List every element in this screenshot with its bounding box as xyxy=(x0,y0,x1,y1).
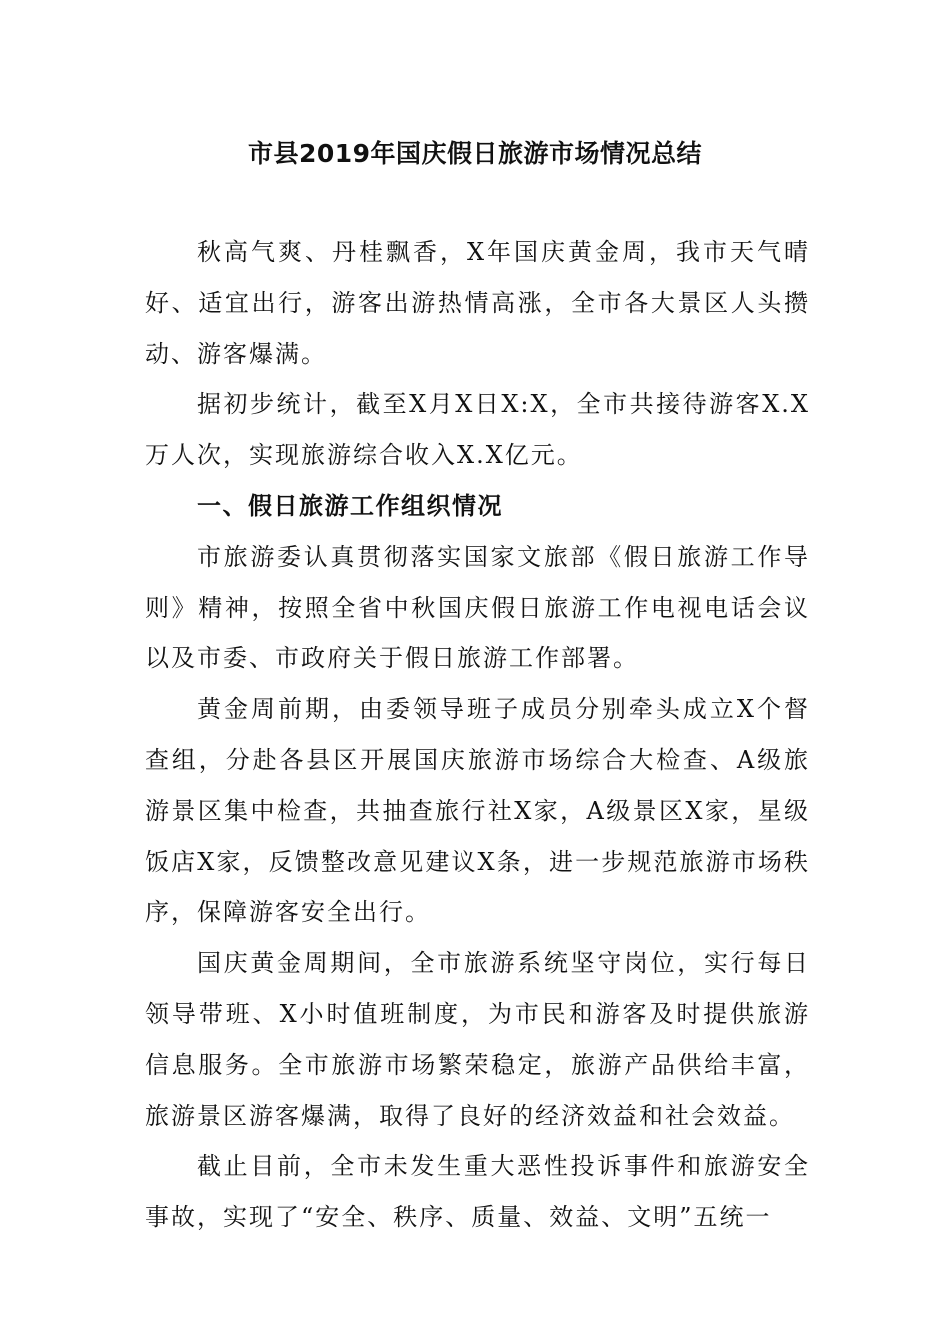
paragraph-duty-system: 国庆黄金周期间，全市旅游系统坚守岗位，实行每日领导带班、X小时值班制度，为市民和游客及时提供旅游信息服务。全市旅游市场繁荣稳定，旅游产品供给丰富，旅游景区游客爆满，取得了良好的经济效益和社会效益。 xyxy=(145,949,810,1130)
paragraph-guidelines: 市旅游委认真贯彻落实国家文旅部《假日旅游工作导则》精神，按照全省中秋国庆假日旅游工作电视电话会议以及市委、市政府关于假日旅游工作部署。 xyxy=(145,542,810,673)
paragraph-inspection: 黄金周前期，由委领导班子成员分别牵头成立X个督查组，分赴各县区开展国庆旅游市场综合大检查、A级旅游景区集中检查，共抽查旅行社X家，A级景区X家，星级饭店X家，反馈整改意见建议X条，进一步规范旅游市场秩序，保障游客安全出行。 xyxy=(145,695,810,927)
document-title: 市县2019年国庆假日旅游市场情况总结 xyxy=(247,139,703,168)
document-body xyxy=(145,227,810,1243)
paragraph-intro: 秋高气爽、丹桂飘香，X年国庆黄金周，我市天气晴好、适宜出行，游客出游热情高涨，全市各大景区人头攒动、游客爆满。 xyxy=(145,238,810,368)
section-heading: 一、假日旅游工作组织情况 xyxy=(197,491,503,520)
paragraph-statistics: 据初步统计，截至X月X日X:X，全市共接待游客X.X万人次，实现旅游综合收入X.X亿元。 xyxy=(145,390,810,470)
paragraph-safety: 截止目前，全市未发生重大恶性投诉事件和旅游安全事故，实现了“安全、秩序、质量、效益、文明”五统一 xyxy=(145,1152,810,1232)
